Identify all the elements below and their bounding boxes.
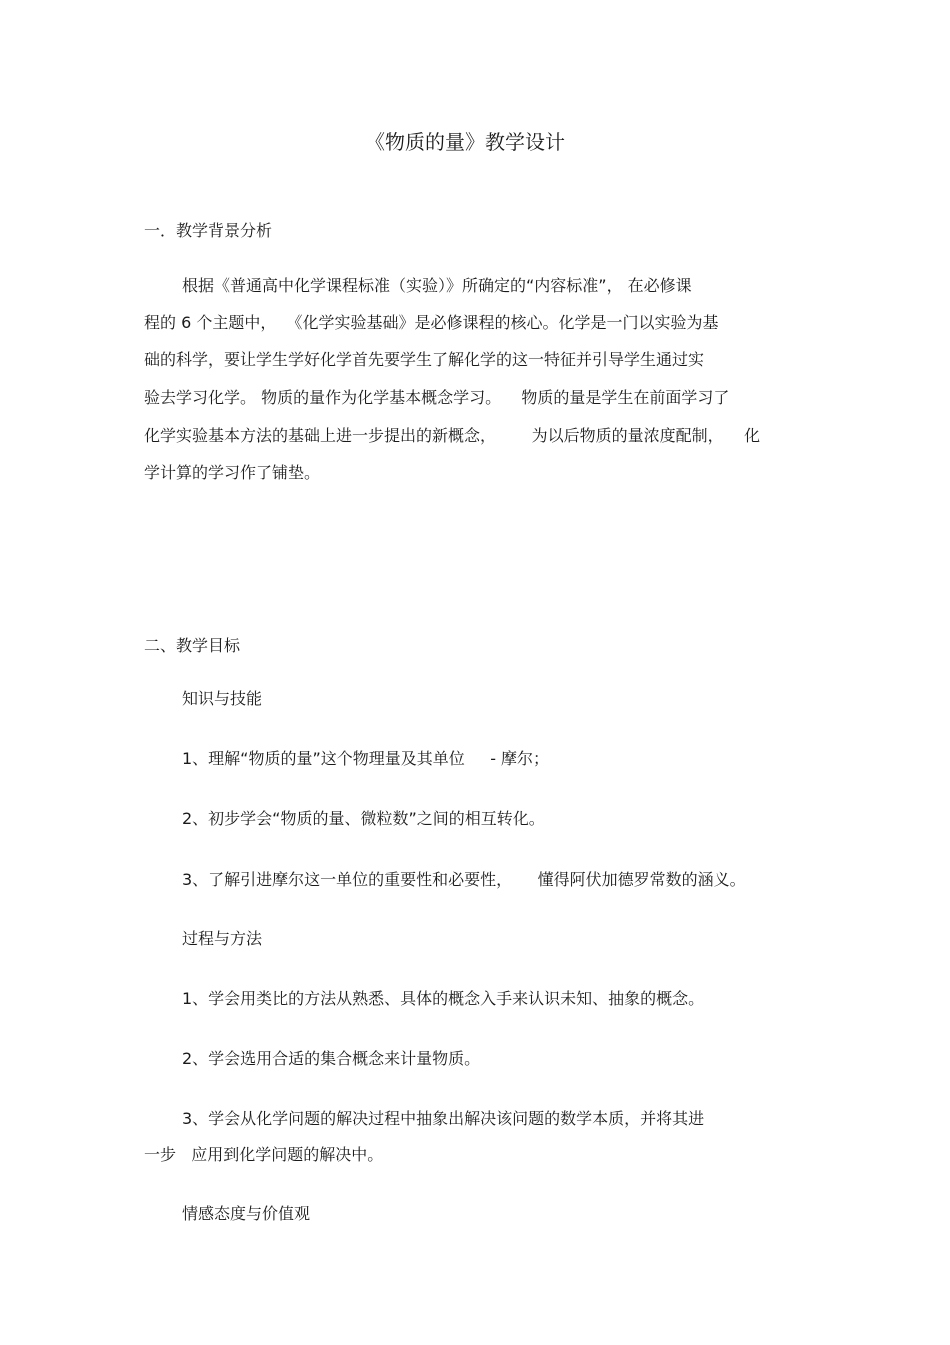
section-heading-goals: 二、教学目标 bbox=[144, 636, 241, 655]
list-item: 3、了解引进摩尔这一单位的重要性和必要性， 懂得阿伏加德罗常数的涵义。 bbox=[182, 870, 746, 889]
section-heading-background: 一．教学背景分析 bbox=[144, 221, 273, 240]
paragraph-line: 学计算的学习作了铺垫。 bbox=[144, 463, 321, 482]
paragraph-line: 础的科学，要让学生学好化学首先要学生了解化学的这一特征并引导学生通过实 bbox=[144, 350, 705, 369]
subheading-knowledge: 知识与技能 bbox=[182, 689, 263, 708]
list-item: 1、学会用类比的方法从熟悉、具体的概念入手来认识未知、抽象的概念。 bbox=[182, 989, 705, 1008]
subheading-process: 过程与方法 bbox=[182, 929, 263, 948]
list-item: 3、学会从化学问题的解决过程中抽象出解决该问题的数学本质，并将其进 bbox=[182, 1109, 705, 1128]
paragraph-line: 程的 6 个主题中， 《化学实验基础》是必修课程的核心。化学是一门以实验为基 bbox=[144, 313, 719, 332]
list-item: 2、初步学会“物质的量、微粒数”之间的相互转化。 bbox=[182, 809, 545, 828]
paragraph-line: 根据《普通高中化学课程标准（实验）》所确定的“内容标准”， 在必修课 bbox=[182, 276, 692, 295]
list-item: 2、学会选用合适的集合概念来计量物质。 bbox=[182, 1049, 481, 1068]
list-item: 1、理解“物质的量”这个物理量及其单位 - 摩尔； bbox=[182, 749, 550, 768]
document-title: 《物质的量》教学设计 bbox=[365, 130, 565, 154]
subheading-emotion: 情感态度与价值观 bbox=[182, 1204, 311, 1223]
paragraph-line: 化学实验基本方法的基础上进一步提出的新概念， 为以后物质的量浓度配制， 化 bbox=[144, 426, 760, 445]
paragraph-line: 验去学习化学。 物质的量作为化学基本概念学习。 物质的量是学生在前面学习了 bbox=[144, 388, 730, 407]
list-item-continuation: 一步 应用到化学问题的解决中。 bbox=[144, 1145, 384, 1164]
